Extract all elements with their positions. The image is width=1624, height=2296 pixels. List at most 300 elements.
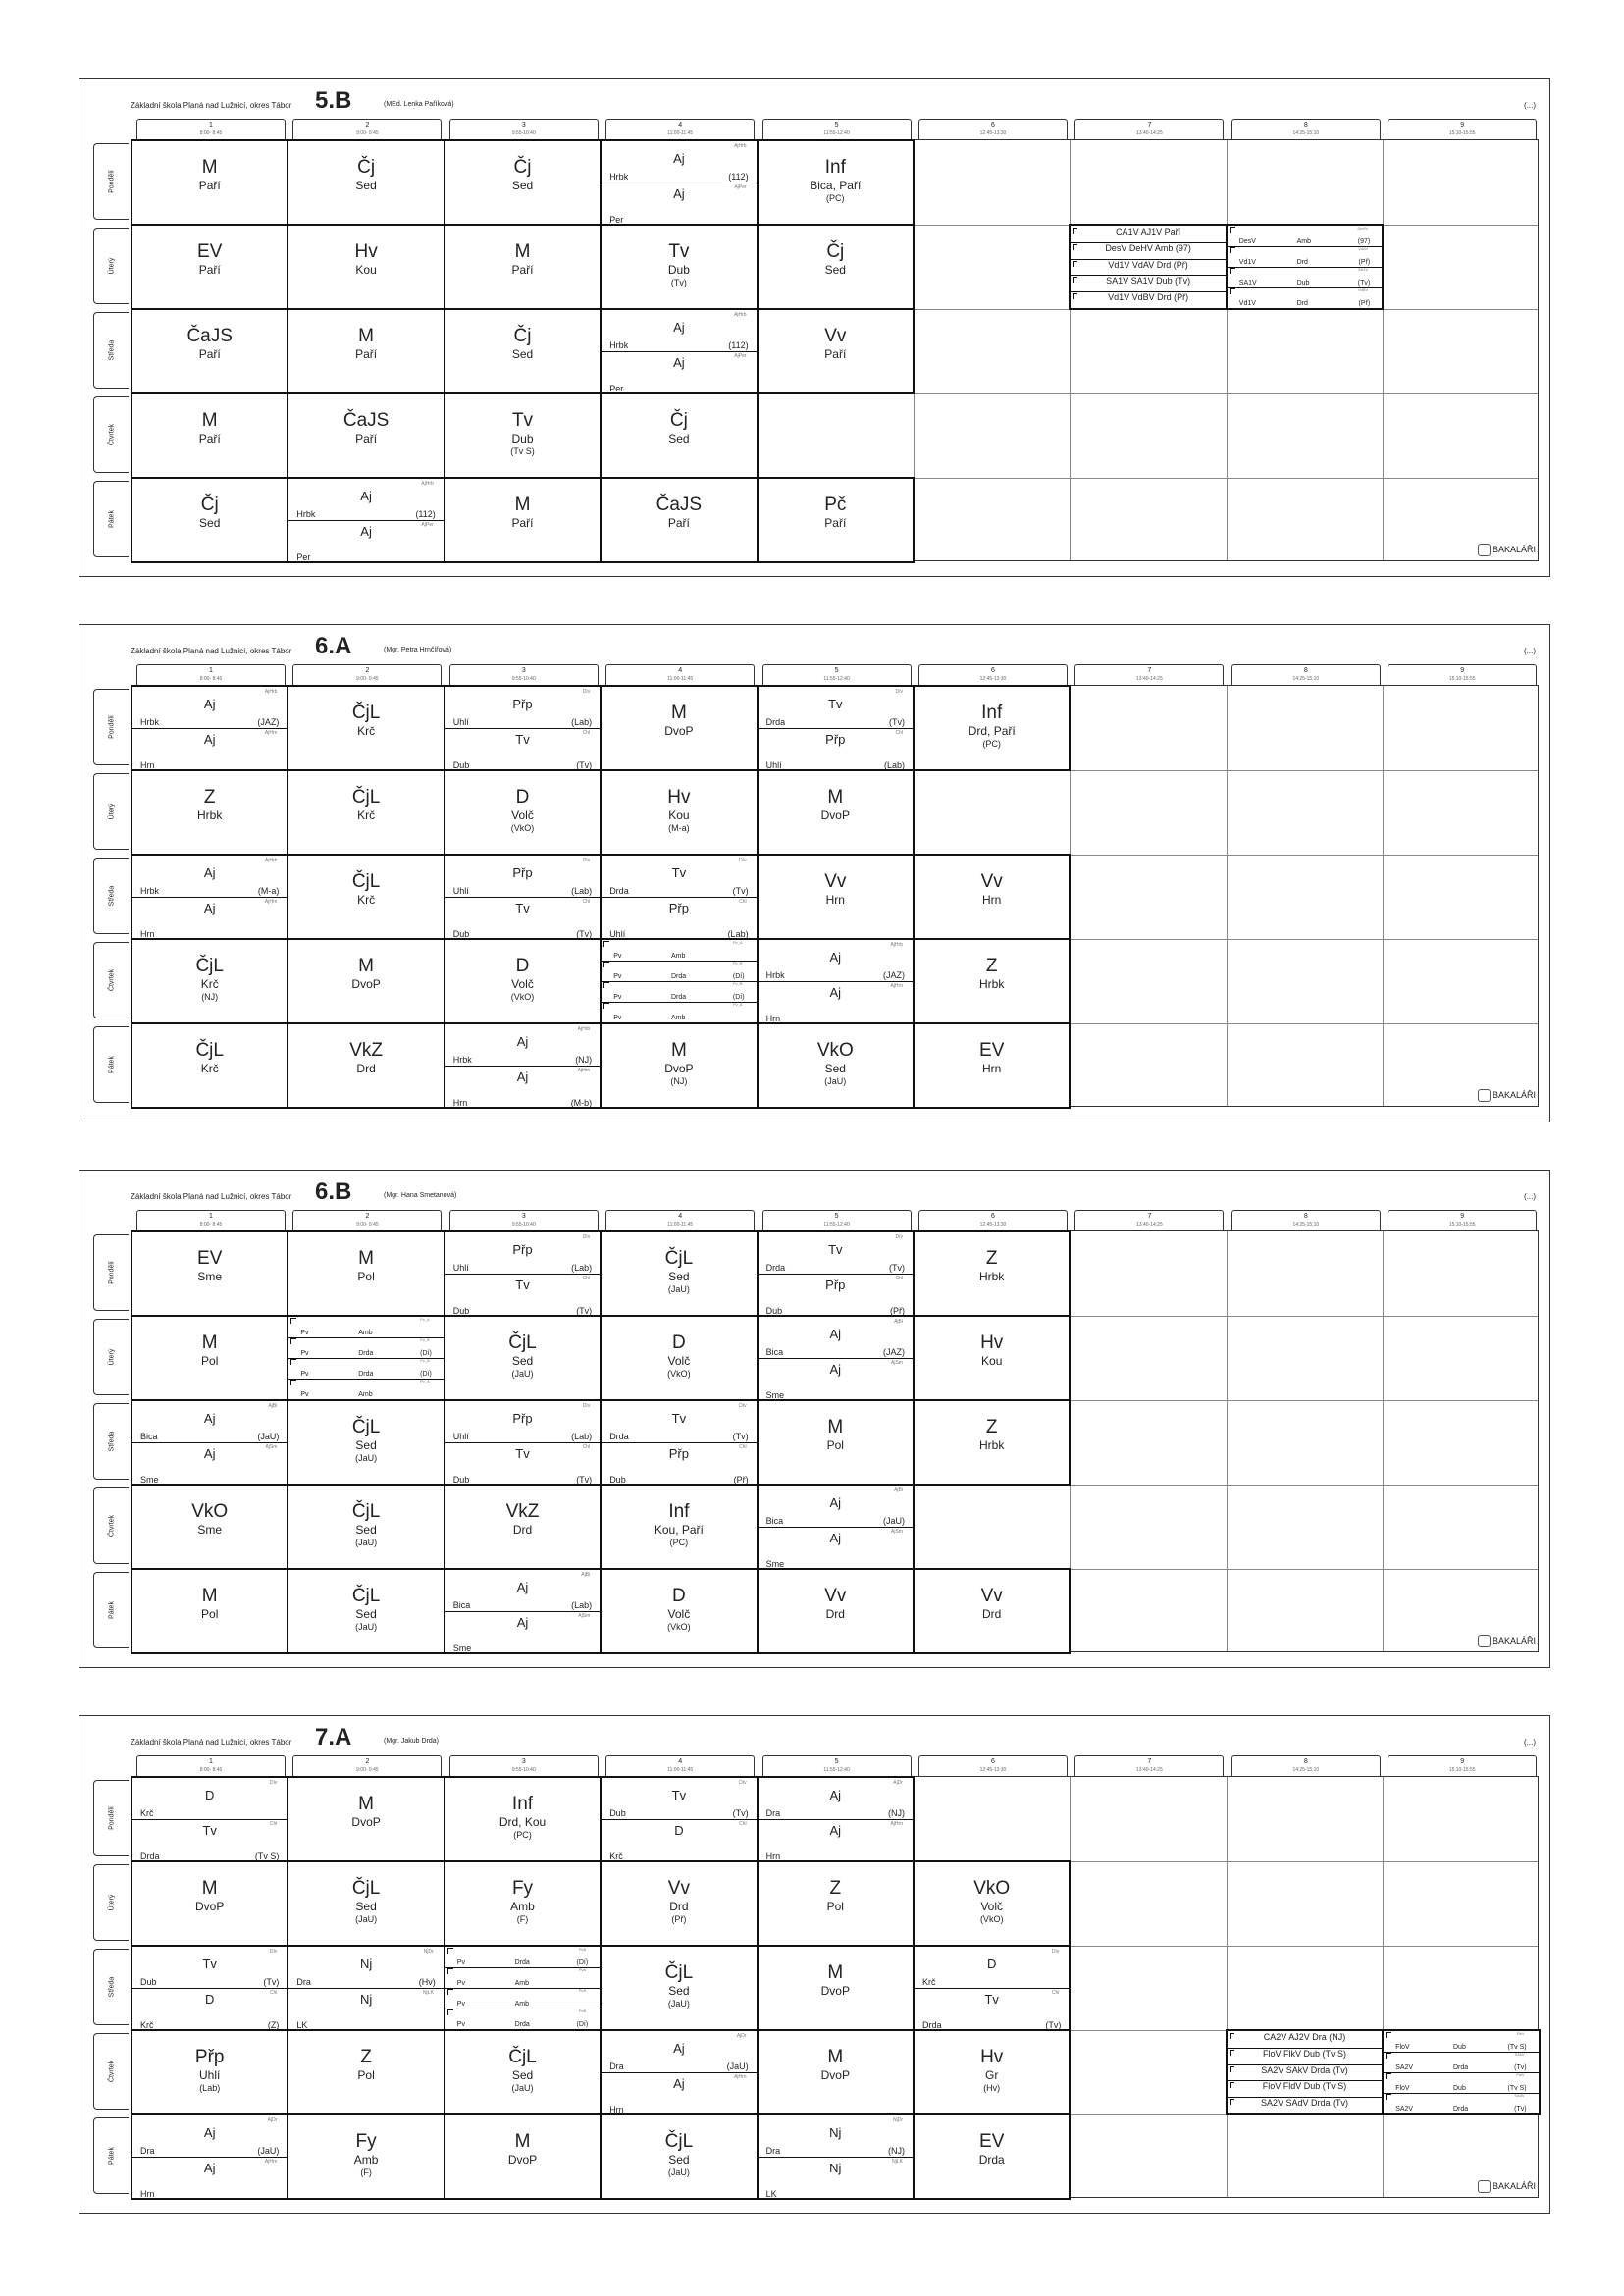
lesson-cell[interactable] (600, 1022, 758, 1109)
group-lesson[interactable] (132, 1778, 287, 1820)
day-label (93, 1319, 129, 1395)
lesson-cell[interactable] (913, 1399, 1071, 1486)
lesson-subject: Tv (515, 901, 530, 915)
lesson-teacher: DvoP (820, 809, 850, 822)
lesson-cell[interactable] (1382, 2029, 1540, 2115)
more-link[interactable]: (...) (1524, 101, 1536, 110)
group-lesson[interactable] (288, 1337, 443, 1359)
lesson-teacher: Drd (825, 1607, 845, 1621)
bracket-icon (1230, 247, 1235, 253)
group-lesson[interactable] (288, 1317, 443, 1338)
lesson-cell[interactable] (913, 1568, 1071, 1654)
lesson-cell[interactable] (913, 685, 1071, 771)
lesson-cell[interactable] (287, 1776, 445, 1862)
lesson-room: (Hv) (418, 1977, 436, 1987)
day-name: Pondělí (108, 170, 115, 193)
lesson-teacher: Sme (765, 1390, 785, 1400)
lesson-subject: Vv (980, 871, 1003, 892)
lesson-room: (Lab) (571, 1432, 593, 1441)
lesson-cell[interactable] (131, 1776, 288, 1862)
group-lesson[interactable] (759, 728, 913, 769)
lesson-cell[interactable] (131, 477, 288, 563)
period-number: 4 (678, 1213, 683, 1220)
lesson-cell[interactable] (757, 1230, 915, 1317)
lesson-cell[interactable] (444, 938, 602, 1024)
lesson-subject: M (827, 1962, 844, 1983)
period-number: 7 (1147, 1213, 1152, 1220)
group-lesson[interactable] (602, 351, 756, 392)
lesson-cell[interactable] (444, 1860, 602, 1947)
lesson-cell[interactable] (600, 2029, 758, 2115)
lesson-cell[interactable] (600, 1945, 758, 2031)
lesson-subject: ČjL (508, 2047, 537, 2067)
lesson-cell[interactable] (600, 1399, 758, 1486)
period-time: 11:00-11:45 (667, 130, 694, 136)
period-number: 8 (1303, 667, 1308, 674)
group-lesson[interactable] (759, 1358, 913, 1399)
lesson-teacher: Paří (198, 432, 221, 445)
lesson-cell[interactable] (757, 938, 915, 1024)
lesson-cell[interactable] (131, 1315, 288, 1401)
lesson-cell[interactable] (287, 139, 445, 226)
elective-item[interactable] (1228, 2064, 1382, 2082)
lesson-room: (JaU) (257, 1432, 280, 1441)
lesson-cell[interactable] (600, 685, 758, 771)
lesson-subject: Aj (203, 2161, 216, 2175)
lesson-cell[interactable] (913, 938, 1071, 1024)
lesson-cell[interactable] (131, 1568, 288, 1654)
group-lesson[interactable] (132, 1988, 287, 2029)
group-lesson[interactable] (1384, 2052, 1538, 2073)
lesson-teacher: Paří (511, 516, 534, 530)
lesson-cell[interactable] (600, 477, 758, 563)
group-lesson[interactable] (445, 1947, 600, 1968)
lesson-cell[interactable] (444, 769, 602, 856)
elective-item[interactable] (1071, 242, 1225, 260)
group-lesson[interactable] (1384, 2031, 1538, 2053)
elective-item[interactable] (1228, 2031, 1382, 2049)
group-lesson[interactable] (602, 2072, 756, 2113)
lesson-teacher: Dub (1453, 2085, 1466, 2092)
lesson-cell[interactable] (913, 1315, 1071, 1401)
lesson-room: (Tv) (732, 886, 749, 896)
lesson-cell[interactable] (913, 1230, 1071, 1317)
lesson-cell[interactable] (1226, 2029, 1384, 2115)
group-lesson[interactable] (445, 897, 600, 938)
lesson-teacher: Bica (765, 1347, 784, 1357)
lesson-cell[interactable] (131, 1399, 288, 1486)
group-lesson[interactable] (759, 1819, 913, 1860)
bracket-icon (447, 1948, 453, 1954)
group-lesson[interactable] (132, 728, 287, 769)
group-lesson[interactable] (445, 1024, 600, 1067)
lesson-cell[interactable] (131, 224, 288, 310)
lesson-cell[interactable] (913, 1860, 1071, 1947)
elective-item[interactable] (1071, 226, 1225, 243)
group-lesson[interactable] (132, 2115, 287, 2158)
group-lesson[interactable] (602, 940, 756, 962)
lesson-subject: Přp (512, 1242, 533, 1257)
lesson-cell[interactable] (131, 938, 288, 1024)
lesson-room: (JaU) (355, 1453, 378, 1463)
lesson-cell[interactable] (287, 224, 445, 310)
lesson-cell[interactable] (600, 2113, 758, 2200)
lesson-cell[interactable] (444, 854, 602, 940)
group-lesson[interactable] (445, 1988, 600, 2009)
lesson-cell[interactable] (287, 1230, 445, 1317)
group-lesson[interactable] (602, 1442, 756, 1484)
lesson-cell[interactable] (131, 769, 288, 856)
group-lesson[interactable] (759, 2115, 913, 2158)
lesson-cell[interactable] (131, 139, 288, 226)
lesson-cell[interactable] (287, 1568, 445, 1654)
lesson-cell[interactable] (444, 1568, 602, 1654)
lesson-subject: Vd1V (1238, 259, 1256, 266)
day-label (93, 481, 129, 557)
lesson-room: (F) (516, 1914, 529, 1924)
group-lesson[interactable] (759, 1274, 913, 1315)
lesson-cell[interactable] (287, 1315, 445, 1401)
lesson-cell[interactable] (600, 1568, 758, 1654)
lesson-cell[interactable] (444, 1230, 602, 1317)
group-lesson[interactable] (759, 940, 913, 982)
group-lesson[interactable] (759, 1527, 913, 1568)
lesson-cell[interactable] (913, 854, 1071, 940)
lesson-subject: Aj (673, 320, 685, 335)
bracket-icon (1230, 2066, 1234, 2072)
lesson-cell[interactable] (757, 1945, 915, 2031)
lesson-subject: ČjL (664, 1248, 694, 1269)
group-lesson[interactable] (288, 1988, 443, 2029)
group-lesson[interactable] (602, 1819, 756, 1860)
bracket-icon (290, 1338, 296, 1344)
lesson-cell[interactable] (444, 1022, 602, 1109)
lesson-cell[interactable] (757, 1860, 915, 1947)
lesson-teacher: Dub (511, 432, 534, 445)
group-lesson[interactable] (288, 479, 443, 521)
day-label (93, 143, 129, 220)
lesson-cell[interactable] (757, 685, 915, 771)
more-link[interactable]: (...) (1524, 1192, 1536, 1201)
lesson-teacher: Dub (140, 1977, 157, 1987)
group-lesson[interactable] (759, 1317, 913, 1359)
lesson-cell[interactable] (444, 392, 602, 479)
grid-line (1383, 1231, 1384, 1651)
lesson-room: (Tv) (732, 1432, 749, 1441)
lesson-subject: EV (979, 1040, 1005, 1061)
group-lesson[interactable] (602, 2031, 756, 2073)
lesson-cell[interactable] (444, 139, 602, 226)
logo-text: BAKALÁŘI (1492, 1635, 1536, 1645)
lesson-subject: Aj (203, 697, 216, 711)
group-lesson[interactable] (445, 728, 600, 769)
lesson-cell[interactable] (913, 2113, 1071, 2200)
lesson-cell[interactable] (287, 1484, 445, 1570)
lesson-cell[interactable] (757, 854, 915, 940)
period-number: 9 (1460, 1758, 1465, 1765)
bracket-icon (603, 1003, 609, 1009)
lesson-cell[interactable] (1069, 224, 1227, 310)
elective-item[interactable] (1228, 2080, 1382, 2098)
period-header-3 (449, 1210, 599, 1230)
lesson-subject: Vv (824, 326, 847, 346)
group-lesson[interactable] (602, 1401, 756, 1443)
lesson-teacher: Dub (765, 1306, 783, 1316)
group-lesson[interactable] (759, 1232, 913, 1275)
day-name: Pátek (108, 2147, 115, 2165)
group-code: Chl (582, 899, 591, 905)
lesson-cell[interactable] (757, 1776, 915, 1862)
day-name: Úterý (108, 257, 115, 275)
period-number: 9 (1460, 1213, 1465, 1220)
group-lesson[interactable] (1228, 246, 1382, 268)
lesson-subject: Přp (825, 1278, 846, 1292)
lesson-cell[interactable] (600, 308, 758, 394)
group-lesson[interactable] (759, 981, 913, 1022)
group-lesson[interactable] (759, 687, 913, 729)
lesson-cell[interactable] (287, 2029, 445, 2115)
group-lesson[interactable] (132, 856, 287, 898)
lesson-cell[interactable] (600, 1230, 758, 1317)
lesson-cell[interactable] (287, 477, 445, 563)
lesson-cell[interactable] (757, 477, 915, 563)
lesson-teacher: DvoP (195, 1900, 225, 1913)
elective-item[interactable] (1228, 2048, 1382, 2065)
lesson-subject: Hv (667, 787, 691, 808)
day-name: Pátek (108, 1056, 115, 1073)
group-lesson[interactable] (132, 687, 287, 729)
group-lesson[interactable] (445, 856, 600, 898)
group-lesson[interactable] (915, 1947, 1069, 1989)
group-lesson[interactable] (1228, 267, 1382, 288)
group-lesson[interactable] (132, 897, 287, 938)
group-code: AjBi (894, 1319, 903, 1325)
lesson-cell[interactable] (287, 1399, 445, 1486)
group-lesson[interactable] (445, 1401, 600, 1443)
group-lesson[interactable] (1228, 287, 1382, 308)
lesson-cell[interactable] (131, 392, 288, 479)
group-lesson[interactable] (445, 1442, 600, 1484)
group-lesson[interactable] (915, 1988, 1069, 2029)
lesson-subject: Nj (829, 2125, 842, 2140)
lesson-cell[interactable] (444, 1315, 602, 1401)
lesson-cell[interactable] (287, 1945, 445, 2031)
group-lesson[interactable] (602, 981, 756, 1003)
group-lesson[interactable] (602, 310, 756, 352)
lesson-teacher: Hrbk (979, 977, 1005, 991)
lesson-teacher: Amb (358, 1330, 373, 1336)
lesson-cell[interactable] (757, 1315, 915, 1401)
group-code: AjBi (581, 1572, 591, 1578)
lesson-cell[interactable] (287, 685, 445, 771)
group-lesson[interactable] (445, 1274, 600, 1315)
lesson-cell[interactable] (757, 224, 915, 310)
elective-item[interactable] (1228, 2097, 1382, 2113)
lesson-cell[interactable] (131, 854, 288, 940)
group-lesson[interactable] (602, 856, 756, 898)
lesson-cell[interactable] (444, 1399, 602, 1486)
group-lesson[interactable] (288, 1947, 443, 1989)
lesson-cell[interactable] (131, 308, 288, 394)
period-header-7 (1074, 664, 1224, 685)
group-code: AjHrb (264, 689, 278, 695)
period-time: 11:55-12:40 (823, 1767, 850, 1773)
elective-item[interactable] (1071, 259, 1225, 277)
group-lesson[interactable] (132, 1819, 287, 1860)
lesson-cell[interactable] (757, 1399, 915, 1486)
more-link[interactable]: (...) (1524, 1738, 1536, 1747)
group-code: Dív (739, 1403, 747, 1409)
lesson-teacher: Volč (511, 809, 534, 822)
lesson-cell[interactable] (287, 854, 445, 940)
lesson-cell[interactable] (444, 685, 602, 771)
group-lesson[interactable] (759, 1778, 913, 1820)
group-lesson[interactable] (132, 1442, 287, 1484)
group-lesson[interactable] (1384, 2093, 1538, 2113)
group-lesson[interactable] (288, 520, 443, 561)
group-lesson[interactable] (288, 1358, 443, 1380)
lesson-teacher: Hrbk (140, 717, 160, 727)
lesson-room: (JAZ) (882, 1347, 905, 1357)
lesson-cell[interactable] (757, 2029, 915, 2115)
group-lesson[interactable] (602, 183, 756, 224)
lesson-subject: FloV (1395, 2085, 1410, 2092)
lesson-cell[interactable] (287, 769, 445, 856)
lesson-cell[interactable] (913, 2029, 1071, 2115)
group-lesson[interactable] (445, 1066, 600, 1107)
group-lesson[interactable] (445, 1967, 600, 1989)
lesson-teacher: Sed (668, 1984, 690, 1998)
lesson-cell[interactable] (1226, 224, 1384, 310)
lesson-cell[interactable] (444, 224, 602, 310)
lesson-cell[interactable] (287, 1860, 445, 1947)
lesson-cell[interactable] (444, 308, 602, 394)
group-lesson[interactable] (445, 1611, 600, 1652)
lesson-teacher: Amb (353, 2153, 379, 2166)
lesson-cell[interactable] (913, 1945, 1071, 2031)
lesson-cell[interactable] (600, 1484, 758, 1570)
lesson-cell[interactable] (131, 1860, 288, 1947)
lesson-subject: Inf (511, 1794, 534, 1814)
group-lesson[interactable] (445, 1232, 600, 1275)
group-lesson[interactable] (602, 1002, 756, 1022)
group-lesson[interactable] (602, 961, 756, 982)
lesson-cell[interactable] (131, 1230, 288, 1317)
group-code: AjHrb (577, 1026, 591, 1032)
timetable-grid (131, 1776, 1539, 2198)
group-lesson[interactable] (602, 141, 756, 183)
group-lesson[interactable] (132, 1401, 287, 1443)
group-lesson[interactable] (602, 1778, 756, 1820)
lesson-room: (Tv) (670, 278, 687, 287)
lesson-cell[interactable] (757, 139, 915, 226)
lesson-room: (Dí) (732, 973, 745, 980)
elective-item[interactable] (1071, 291, 1225, 308)
lesson-subject: Aj (203, 1411, 216, 1426)
lesson-cell[interactable] (444, 2029, 602, 2115)
lesson-cell[interactable] (131, 1945, 288, 2031)
group-lesson[interactable] (288, 1379, 443, 1399)
period-header-5 (762, 664, 912, 685)
period-header-3 (449, 1755, 599, 1776)
day-name: Čtvrtek (108, 968, 115, 992)
lesson-cell[interactable] (287, 308, 445, 394)
period-number: 9 (1460, 667, 1465, 674)
lesson-subject: Pč (824, 495, 847, 515)
group-lesson[interactable] (602, 897, 756, 938)
lesson-subject: DesV (1238, 238, 1256, 245)
lesson-cell[interactable] (287, 1022, 445, 1109)
lesson-cell[interactable] (757, 2113, 915, 2200)
group-lesson[interactable] (759, 2157, 913, 2198)
lesson-cell[interactable] (444, 477, 602, 563)
group-lesson[interactable] (1384, 2072, 1538, 2094)
group-code: AjSm (891, 1360, 903, 1366)
lesson-cell[interactable] (757, 1484, 915, 1570)
period-header-5 (762, 119, 912, 139)
group-lesson[interactable] (445, 687, 600, 729)
lesson-cell[interactable] (600, 139, 758, 226)
lesson-cell[interactable] (600, 769, 758, 856)
lesson-teacher: Kou (355, 263, 377, 277)
lesson-cell[interactable] (757, 769, 915, 856)
lesson-cell[interactable] (444, 2113, 602, 2200)
lesson-cell[interactable] (757, 1568, 915, 1654)
group-lesson[interactable] (445, 1570, 600, 1612)
period-time: 13:40-14:25 (1136, 1767, 1163, 1773)
lesson-teacher: Drda (978, 2153, 1005, 2166)
group-lesson[interactable] (759, 1486, 913, 1528)
lesson-cell[interactable] (131, 2113, 288, 2200)
lesson-cell[interactable] (287, 938, 445, 1024)
group-code: Chl (1051, 1990, 1060, 1996)
lesson-cell[interactable] (287, 392, 445, 479)
bracket-icon (1073, 244, 1077, 250)
group-code: AjPer (421, 522, 434, 528)
elective-item[interactable] (1071, 275, 1225, 292)
lesson-cell[interactable] (600, 1315, 758, 1401)
lesson-cell[interactable] (600, 1860, 758, 1947)
lesson-cell[interactable] (444, 1484, 602, 1570)
lesson-cell[interactable] (913, 1022, 1071, 1109)
lesson-cell[interactable] (444, 1776, 602, 1862)
more-link[interactable]: (...) (1524, 647, 1536, 655)
timetable-grid (131, 139, 1539, 561)
lesson-cell[interactable] (287, 2113, 445, 2200)
lesson-cell[interactable] (600, 854, 758, 940)
group-lesson[interactable] (132, 1947, 287, 1989)
lesson-cell[interactable] (131, 685, 288, 771)
lesson-cell[interactable] (444, 1945, 602, 2031)
lesson-subject: Tv (515, 1278, 530, 1292)
lesson-teacher: Pol (357, 2068, 375, 2082)
lesson-subject: M (827, 2047, 844, 2067)
lesson-cell[interactable] (131, 1484, 288, 1570)
lesson-cell[interactable] (131, 2029, 288, 2115)
group-code: AjHrn (264, 899, 278, 905)
lesson-cell[interactable] (757, 308, 915, 394)
lesson-cell[interactable] (600, 1776, 758, 1862)
lesson-cell[interactable] (757, 1022, 915, 1109)
group-lesson[interactable] (445, 2009, 600, 2029)
lesson-room: (Tv S) (254, 1852, 280, 1861)
lesson-cell[interactable] (600, 938, 758, 1024)
lesson-cell[interactable] (600, 392, 758, 479)
group-lesson[interactable] (1228, 226, 1382, 247)
lesson-cell[interactable] (131, 1022, 288, 1109)
group-lesson[interactable] (132, 2157, 287, 2198)
lesson-cell[interactable] (600, 224, 758, 310)
